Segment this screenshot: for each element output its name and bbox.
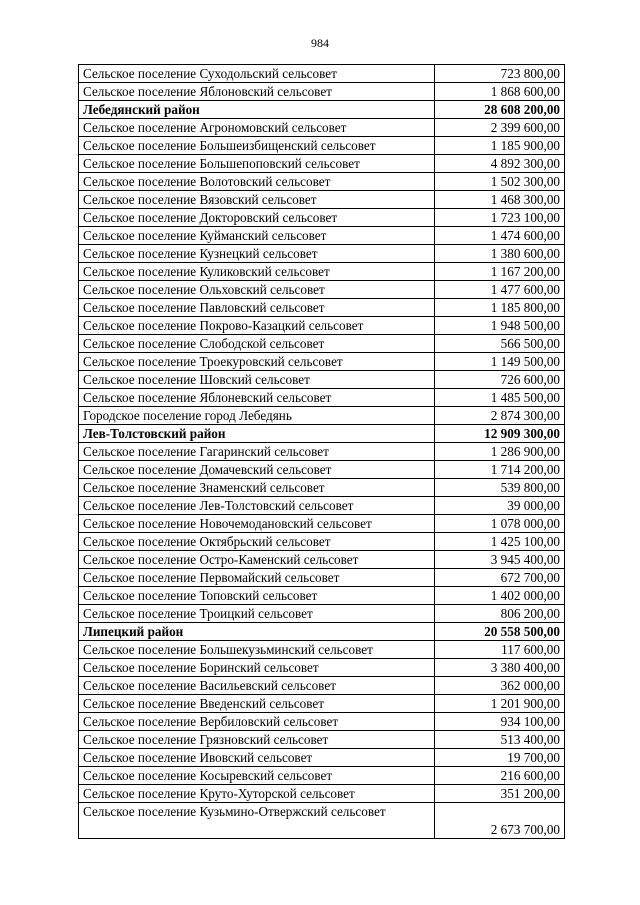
settlement-name: Сельское поселение Куйманский сельсовет	[79, 227, 435, 245]
amount-value: 1 201 900,00	[435, 695, 565, 713]
settlement-name: Сельское поселение Шовский сельсовет	[79, 371, 435, 389]
settlement-name: Сельское поселение Павловский сельсовет	[79, 299, 435, 317]
district-name: Лебедянский район	[79, 101, 435, 119]
amount-value: 1 468 300,00	[435, 191, 565, 209]
settlement-name: Сельское поселение Топовский сельсовет	[79, 587, 435, 605]
settlement-name: Сельское поселение Введенский сельсовет	[79, 695, 435, 713]
table-row	[79, 551, 565, 569]
table-row	[79, 191, 565, 209]
amount-value: 351 200,00	[435, 785, 565, 803]
table-row	[79, 749, 565, 767]
amount-value: 2 673 700,00	[435, 803, 565, 839]
settlement-name: Сельское поселение Лев-Толстовский сельсовет	[79, 497, 435, 515]
table-row	[79, 137, 565, 155]
amount-value: 1 167 200,00	[435, 263, 565, 281]
district-name: Лев-Толстовский район	[79, 425, 435, 443]
settlement-name: Сельское поселение Косыревский сельсовет	[79, 767, 435, 785]
settlement-name: Сельское поселение Покрово-Казацкий сельсовет	[79, 317, 435, 335]
amount-value: 3 380 400,00	[435, 659, 565, 677]
table-row	[79, 569, 565, 587]
settlement-name: Сельское поселение Домачевский сельсовет	[79, 461, 435, 479]
settlement-name: Сельское поселение Доктоpовский сельсовет	[79, 209, 435, 227]
settlement-name: Сельское поселение Знаменский сельсовет	[79, 479, 435, 497]
settlement-name: Сельское поселение Васильевский сельсовет	[79, 677, 435, 695]
settlement-name: Сельское поселение Гагаринский сельсовет	[79, 443, 435, 461]
amount-value: 1 868 600,00	[435, 83, 565, 101]
amount-value: 1 286 900,00	[435, 443, 565, 461]
amount-value: 1 185 900,00	[435, 137, 565, 155]
table-row	[79, 533, 565, 551]
settlement-name: Сельское поселение Большекузьминский сельсовет	[79, 641, 435, 659]
table-row	[79, 443, 565, 461]
table-row	[79, 281, 565, 299]
settlement-name: Сельское поселение Куликовский сельсовет	[79, 263, 435, 281]
settlement-name: Сельское поселение Большеизбищенский сельсовет	[79, 137, 435, 155]
amount-value: 1 502 300,00	[435, 173, 565, 191]
amount-value: 117 600,00	[435, 641, 565, 659]
budget-allocation-table	[78, 64, 565, 839]
table-row	[79, 659, 565, 677]
settlement-name: Сельское поселение Слободской сельсовет	[79, 335, 435, 353]
settlement-name: Сельское поселение Остро-Каменский сельсовет	[79, 551, 435, 569]
table-row	[79, 605, 565, 623]
settlement-name: Сельское поселение Ивовский сельсовет	[79, 749, 435, 767]
page-number: 984	[311, 36, 329, 50]
settlement-name: Сельское поселение Большепоповский сельсовет	[79, 155, 435, 173]
table-row	[79, 461, 565, 479]
table-row	[79, 803, 565, 839]
table-row	[79, 335, 565, 353]
table-row	[79, 713, 565, 731]
amount-value: 2 874 300,00	[435, 407, 565, 425]
table-row	[79, 173, 565, 191]
table-row	[79, 677, 565, 695]
table-row	[79, 695, 565, 713]
table-row	[79, 389, 565, 407]
amount-value: 39 000,00	[435, 497, 565, 515]
amount-value: 1 185 800,00	[435, 299, 565, 317]
settlement-name: Сельское поселение Волотовский сельсовет	[79, 173, 435, 191]
table-row	[79, 155, 565, 173]
table-row	[79, 83, 565, 101]
amount-value: 934 100,00	[435, 713, 565, 731]
table-row	[79, 641, 565, 659]
settlement-name: Сельское поселение Кузьмино-Отвержский сельсовет	[79, 803, 435, 839]
district-total-amount: 12 909 300,00	[435, 425, 565, 443]
table-row	[79, 65, 565, 83]
amount-value: 566 500,00	[435, 335, 565, 353]
settlement-name: Городское поселение город Лебедянь	[79, 407, 435, 425]
settlement-name: Сельское поселение Троицкий сельсовет	[79, 605, 435, 623]
amount-value: 539 800,00	[435, 479, 565, 497]
amount-value: 1 149 500,00	[435, 353, 565, 371]
amount-value: 1 474 600,00	[435, 227, 565, 245]
table-row	[79, 515, 565, 533]
amount-value: 1 948 500,00	[435, 317, 565, 335]
table-row	[79, 407, 565, 425]
table-row	[79, 119, 565, 137]
amount-value: 362 000,00	[435, 677, 565, 695]
amount-value: 2 399 600,00	[435, 119, 565, 137]
amount-value: 723 800,00	[435, 65, 565, 83]
table-row	[79, 497, 565, 515]
amount-value: 3 945 400,00	[435, 551, 565, 569]
settlement-name: Сельское поселение Первомайский сельсовет	[79, 569, 435, 587]
amount-value: 1 380 600,00	[435, 245, 565, 263]
district-total-amount: 20 558 500,00	[435, 623, 565, 641]
table-row	[79, 317, 565, 335]
settlement-name: Сельское поселение Вязовский сельсовет	[79, 191, 435, 209]
settlement-name: Сельское поселение Кузнецкий сельсовет	[79, 245, 435, 263]
amount-value: 1 714 200,00	[435, 461, 565, 479]
settlement-name: Сельское поселение Боринский сельсовет	[79, 659, 435, 677]
district-total-row	[79, 425, 565, 443]
table-row	[79, 227, 565, 245]
table-row	[79, 767, 565, 785]
settlement-name: Сельское поселение Октябрьский сельсовет	[79, 533, 435, 551]
amount-value: 1 402 000,00	[435, 587, 565, 605]
amount-value: 1 425 100,00	[435, 533, 565, 551]
amount-value: 1 723 100,00	[435, 209, 565, 227]
amount-value: 672 700,00	[435, 569, 565, 587]
table-row	[79, 299, 565, 317]
table-row	[79, 479, 565, 497]
table-row	[79, 263, 565, 281]
table-row	[79, 587, 565, 605]
settlement-name: Сельское поселение Суходольский сельсовет	[79, 65, 435, 83]
table-row	[79, 245, 565, 263]
settlement-name: Сельское поселение Ольховский сельсовет	[79, 281, 435, 299]
amount-value: 216 600,00	[435, 767, 565, 785]
table-row	[79, 785, 565, 803]
district-name: Липецкий район	[79, 623, 435, 641]
amount-value: 1 477 600,00	[435, 281, 565, 299]
table-row	[79, 371, 565, 389]
amount-value: 726 600,00	[435, 371, 565, 389]
settlement-name: Сельское поселение Вербиловский сельсовет	[79, 713, 435, 731]
amount-value: 4 892 300,00	[435, 155, 565, 173]
settlement-name: Сельское поселение Яблоневский сельсовет	[79, 389, 435, 407]
settlement-name: Сельское поселение Троекуровский сельсовет	[79, 353, 435, 371]
settlement-name: Сельское поселение Яблоновский сельсовет	[79, 83, 435, 101]
amount-value: 19 700,00	[435, 749, 565, 767]
district-total-amount: 28 608 200,00	[435, 101, 565, 119]
settlement-name: Сельское поселение Грязновский сельсовет	[79, 731, 435, 749]
settlement-name: Сельское поселение Круто-Хуторской сельсовет	[79, 785, 435, 803]
amount-value: 513 400,00	[435, 731, 565, 749]
table-row	[79, 209, 565, 227]
table-row	[79, 731, 565, 749]
district-total-row	[79, 101, 565, 119]
amount-value: 806 200,00	[435, 605, 565, 623]
amount-value: 1 485 500,00	[435, 389, 565, 407]
table-row	[79, 353, 565, 371]
settlement-name: Сельское поселение Новочемодановский сельсовет	[79, 515, 435, 533]
district-total-row	[79, 623, 565, 641]
settlement-name: Сельское поселение Агрономовский сельсовет	[79, 119, 435, 137]
amount-value: 1 078 000,00	[435, 515, 565, 533]
